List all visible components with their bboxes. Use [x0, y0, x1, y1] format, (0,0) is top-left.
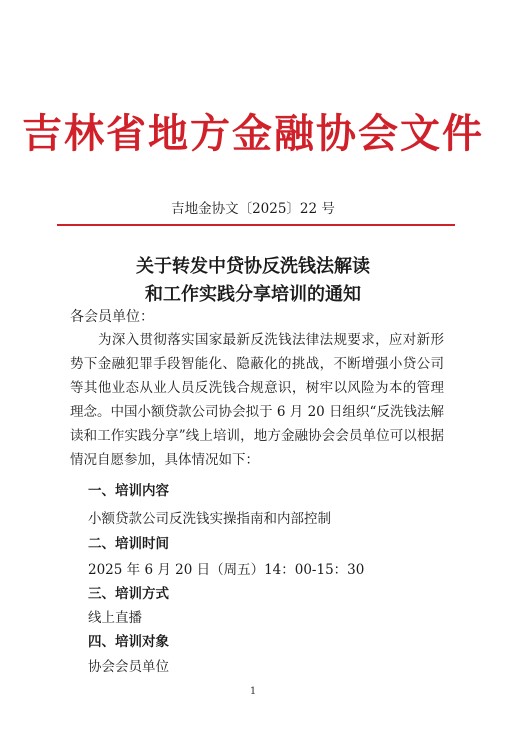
- page-number: 1: [249, 686, 257, 697]
- section-text-method: 线上直播: [88, 610, 142, 626]
- section-text-time: 2025 年 6 月 20 日（周五）14：00-15：30: [88, 562, 365, 578]
- section-heading-method: 三、培训方式: [88, 586, 169, 602]
- organization-title: 吉林省地方金融协会文件: [22, 110, 484, 157]
- section-heading-content: 一、培训内容: [88, 483, 169, 499]
- notice-title-line-2: 和工作实践分享培训的通知: [145, 284, 361, 305]
- section-text-content: 小额贷款公司反洗钱实操指南和内部控制: [88, 511, 331, 527]
- salutation: 各会员单位：: [70, 309, 154, 325]
- section-heading-audience: 四、培训对象: [88, 634, 169, 650]
- section-heading-time: 二、培训时间: [88, 536, 169, 552]
- red-divider: [57, 224, 455, 226]
- notice-title-line-1: 关于转发中贷协反洗钱法解读: [136, 256, 370, 277]
- document-number: 吉地金协文〔2025〕22 号: [171, 201, 335, 217]
- intro-paragraph: 为深入贯彻落实国家最新反洗钱法律法规要求，应对新形势下金融犯罪手段智能化、隐蔽化的挑战，不断增强小贷公司等其他业态从业人员反洗钱合规意识，树牢以风险为本的管理理念。中国小额贷款公司协会拟于 6 月 20 日组织“反洗钱法解读和工作实践分享”线上培训，地方金融协会会员单位可以根据情况自愿参加，具体情况如下：: [70, 332, 444, 468]
- section-text-audience: 协会会员单位: [88, 659, 169, 675]
- notice-title: [0, 253, 506, 309]
